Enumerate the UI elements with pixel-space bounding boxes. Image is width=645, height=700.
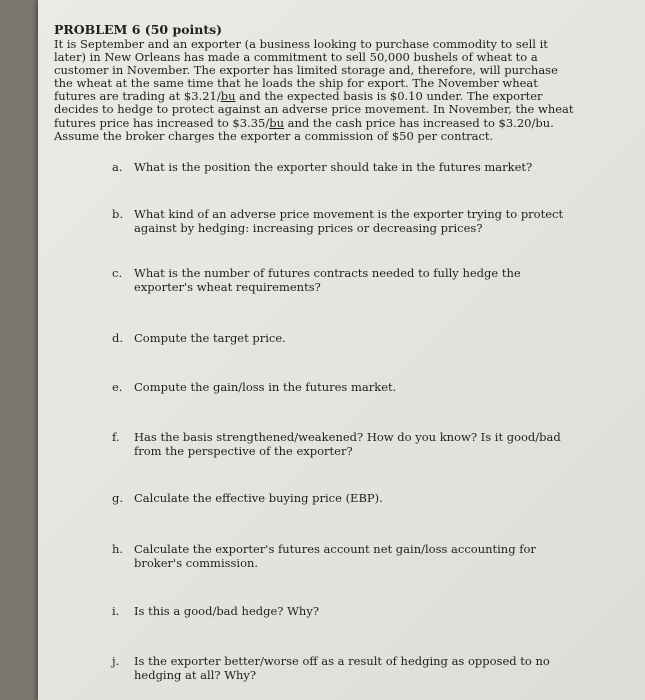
question-text: Calculate the effective buying price (EBP). (134, 491, 383, 505)
question-label: b. (112, 207, 124, 221)
question-c (112, 267, 572, 294)
question-h (112, 543, 572, 570)
question-d (112, 332, 572, 346)
problem-statement (54, 38, 574, 143)
question-i (112, 605, 572, 619)
statement-part-3: and the cash price has increased to $3.20/bu. Assume the broker charges the exporter a commission of $50 per contract. (54, 115, 554, 143)
problem-title: PROBLEM 6 (50 points) (54, 22, 223, 37)
statement-part-1: It is September and an exporter (a business looking to purchase commodity to sell it later) in New Orleans has made a commitment to sell 50,000 bushels of wheat to a customer in November. The exporter has limited storage and, therefore, will purchase the wheat at the same time that he loads the ship for export. The November wheat futures are trading at $3.21/ (54, 37, 558, 104)
unit-bu-1: bu (220, 89, 236, 104)
question-label: e. (112, 380, 123, 394)
question-text: What is the number of futures contracts needed to fully hedge the exporter's wheat requirements? (134, 266, 521, 294)
question-label: a. (112, 160, 123, 174)
question-label: g. (112, 491, 124, 505)
question-text: Is this a good/bad hedge? Why? (134, 604, 320, 618)
question-a (112, 161, 572, 175)
question-label: h. (112, 542, 124, 556)
unit-bu-2: bu (269, 115, 284, 130)
question-text: Calculate the exporter's futures account net gain/loss accounting for broker's commission. (134, 542, 536, 570)
question-text: What is the position the exporter should take in the futures market? (134, 160, 533, 174)
problem-intro (54, 22, 574, 143)
question-text: Compute the target price. (134, 331, 286, 345)
question-b (112, 208, 572, 235)
question-label: j. (112, 654, 120, 668)
question-e (112, 381, 572, 395)
question-label: d. (112, 331, 124, 345)
question-g (112, 492, 572, 506)
question-text: Compute the gain/loss in the futures market. (134, 380, 397, 394)
question-label: c. (112, 266, 123, 280)
question-label: i. (112, 604, 120, 618)
question-f (112, 431, 572, 458)
question-text: Has the basis strengthened/weakened? How do you know? Is it good/bad from the perspective of the exporter? (134, 430, 561, 458)
question-text: Is the exporter better/worse off as a result of hedging as opposed to no hedging at all? Why? (134, 654, 550, 682)
question-j (112, 655, 572, 682)
question-text: What kind of an adverse price movement is the exporter trying to protect against by hedging: increasing prices or decreasing prices? (134, 207, 564, 235)
question-label: f. (112, 430, 120, 444)
statement-part-2: and the expected basis is $0.10 under. The exporter decides to hedge to protect against an adverse price movement. In November, the wheat futures price has increased to $3.35/ (54, 89, 574, 130)
